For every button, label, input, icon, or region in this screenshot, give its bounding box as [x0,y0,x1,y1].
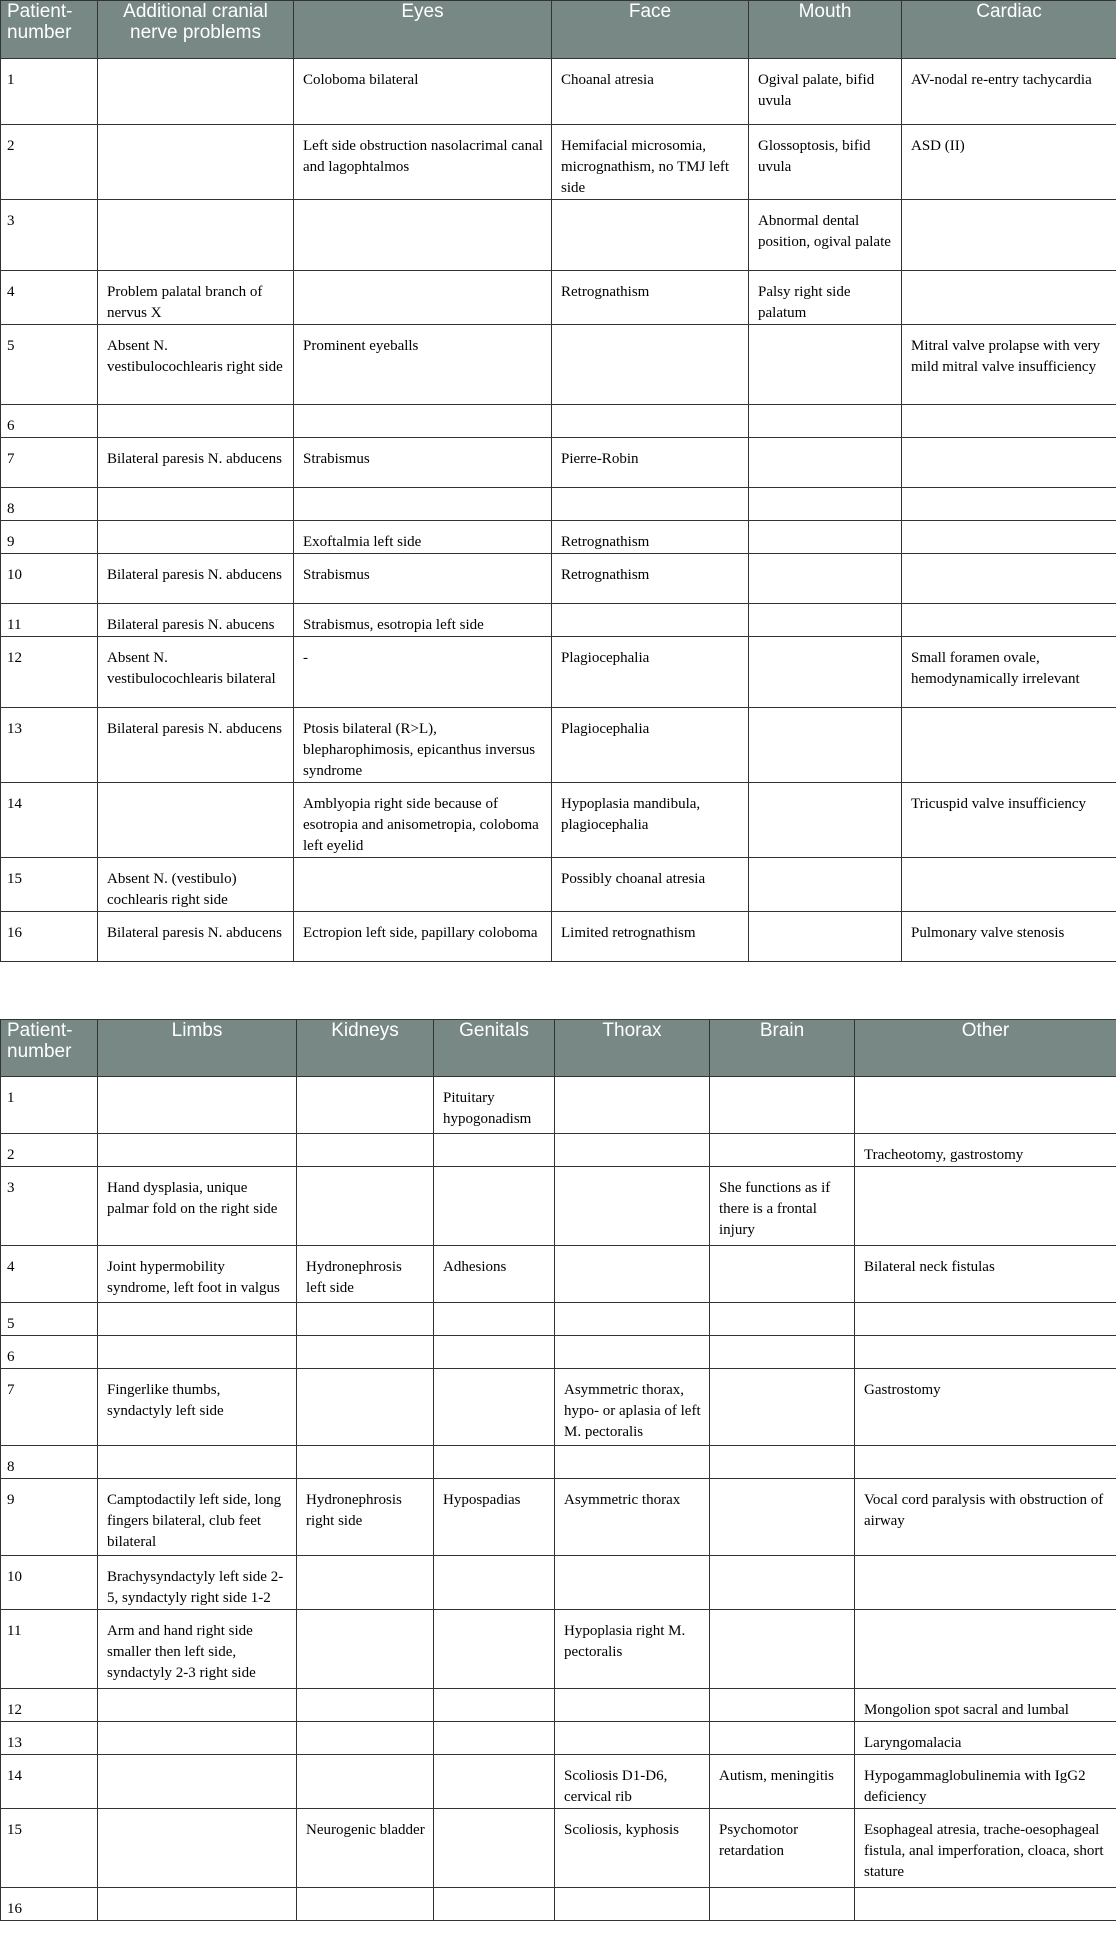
face-cell [552,488,749,521]
cardiac-cell [902,521,1116,554]
genitals-cell [434,1336,555,1369]
table-header-row [1,1020,1116,1077]
face-cell: Possibly choanal atresia [552,858,749,912]
genitals-cell [434,1369,555,1446]
brain-cell [710,1689,855,1722]
mouth-cell [749,405,902,438]
header-mouth: Mouth [749,1,902,59]
genitals-cell [434,1556,555,1610]
mouth-cell [749,783,902,858]
other-cell: Gastrostomy [855,1369,1116,1446]
patient-number-cell: 16 [1,1888,98,1921]
kidneys-cell [297,1556,434,1610]
header-patient-number: Patient-number [1,1,98,59]
cardiac-cell [902,708,1116,783]
face-cell: Retrognathism [552,271,749,325]
kidneys-cell [297,1888,434,1921]
thorax-cell: Hypoplasia right M. pectoralis [555,1610,710,1689]
brain-cell: Psychomotor retardation [710,1809,855,1888]
kidneys-cell [297,1446,434,1479]
brain-cell [710,1446,855,1479]
table-row [1,708,1116,783]
table-row [1,1077,1116,1134]
patient-number-cell: 14 [1,1755,98,1809]
face-cell [552,405,749,438]
face-cell: Retrognathism [552,521,749,554]
thorax-cell [555,1689,710,1722]
face-cell [552,604,749,637]
limbs-cell [98,1446,297,1479]
table-row [1,1336,1116,1369]
kidneys-cell: Hydronephrosis right side [297,1479,434,1556]
face-cell: Choanal atresia [552,59,749,125]
eyes-cell: Coloboma bilateral [294,59,552,125]
face-cell: Plagiocephalia [552,708,749,783]
table-row [1,1303,1116,1336]
cranial-nerve-cell [98,200,294,271]
brain-cell [710,1888,855,1921]
table-row [1,1809,1116,1888]
patient-number-cell: 4 [1,1246,98,1303]
limbs-cell [98,1809,297,1888]
cardiac-cell [902,438,1116,488]
patient-number-cell: 3 [1,200,98,271]
patient-number-cell: 12 [1,637,98,708]
cranial-nerve-cell: Bilateral paresis N. abucens [98,604,294,637]
other-cell [855,1336,1116,1369]
kidneys-cell [297,1689,434,1722]
cranial-nerve-cell [98,59,294,125]
face-cell [552,200,749,271]
table-row [1,488,1116,521]
genitals-cell: Pituitary hypogonadism [434,1077,555,1134]
eyes-cell: Strabismus, esotropia left side [294,604,552,637]
header-other: Other [855,1020,1116,1077]
thorax-cell [555,1303,710,1336]
mouth-cell [749,438,902,488]
limbs-cell [98,1755,297,1809]
patient-number-cell: 8 [1,488,98,521]
eyes-cell [294,405,552,438]
table-row [1,554,1116,604]
thorax-cell: Asymmetric thorax [555,1479,710,1556]
eyes-cell: Strabismus [294,438,552,488]
cardiac-cell: ASD (II) [902,125,1116,200]
header-kidneys: Kidneys [297,1020,434,1077]
thorax-cell: Scoliosis D1-D6, cervical rib [555,1755,710,1809]
cardiac-cell [902,858,1116,912]
limbs-cell [98,1689,297,1722]
mouth-cell [749,708,902,783]
kidneys-cell: Neurogenic bladder [297,1809,434,1888]
patient-number-cell: 10 [1,554,98,604]
eyes-cell [294,200,552,271]
brain-cell [710,1246,855,1303]
mouth-cell: Palsy right side palatum [749,271,902,325]
table-row [1,59,1116,125]
cranial-nerve-cell [98,405,294,438]
patient-number-cell: 1 [1,1077,98,1134]
thorax-cell [555,1336,710,1369]
table-row [1,1722,1116,1755]
table-row [1,783,1116,858]
cranial-nerve-cell: Absent N. (vestibulo) cochlearis right side [98,858,294,912]
kidneys-cell [297,1167,434,1246]
table-row [1,200,1116,271]
genitals-cell: Hypospadias [434,1479,555,1556]
cranial-nerve-cell [98,521,294,554]
patient-number-cell: 5 [1,1303,98,1336]
mouth-cell: Ogival palate, bifid uvula [749,59,902,125]
header-cardiac: Cardiac [902,1,1116,59]
header-cranial-nerve: Additional cranial nerve problems [98,1,294,59]
brain-cell [710,1610,855,1689]
face-cell: Hypoplasia mandibula, plagiocephalia [552,783,749,858]
genitals-cell [434,1446,555,1479]
limbs-cell: Fingerlike thumbs, syndactyly left side [98,1369,297,1446]
limbs-cell [98,1077,297,1134]
patient-number-cell: 13 [1,708,98,783]
cardiac-cell: Small foramen ovale, hemodynamically irrelevant [902,637,1116,708]
cranial-nerve-cell [98,783,294,858]
face-cell: Hemifacial microsomia, micrognathism, no TMJ left side [552,125,749,200]
genitals-cell [434,1610,555,1689]
table-row [1,1369,1116,1446]
eyes-cell: Ectropion left side, papillary coloboma [294,912,552,962]
other-cell [855,1556,1116,1610]
other-cell: Mongolion spot sacral and lumbal [855,1689,1116,1722]
genitals-cell [434,1809,555,1888]
thorax-cell [555,1888,710,1921]
mouth-cell [749,912,902,962]
table-row [1,325,1116,405]
face-cell [552,325,749,405]
table-row [1,521,1116,554]
eyes-cell [294,271,552,325]
thorax-cell [555,1446,710,1479]
thorax-cell [555,1246,710,1303]
table-row [1,1446,1116,1479]
table-row [1,1888,1116,1921]
patient-number-cell: 16 [1,912,98,962]
cardiac-cell [902,200,1116,271]
kidneys-cell [297,1303,434,1336]
patient-number-cell: 3 [1,1167,98,1246]
table-row [1,912,1116,962]
cardiac-cell [902,604,1116,637]
table-row [1,125,1116,200]
eyes-cell: Ptosis bilateral (R>L), blepharophimosis, epicanthus inversus syndrome [294,708,552,783]
patient-number-cell: 10 [1,1556,98,1610]
brain-cell [710,1336,855,1369]
mouth-cell: Abnormal dental position, ogival palate [749,200,902,271]
limbs-cell [98,1303,297,1336]
table-header-row [1,1,1116,59]
limbs-cell: Arm and hand right side smaller then left side, syndactyly 2-3 right side [98,1610,297,1689]
face-cell: Pierre-Robin [552,438,749,488]
cranial-nerve-cell: Absent N. vestibulocochlearis right side [98,325,294,405]
thorax-cell: Asymmetric thorax, hypo- or aplasia of left M. pectoralis [555,1369,710,1446]
patient-number-cell: 13 [1,1722,98,1755]
patient-number-cell: 7 [1,1369,98,1446]
patient-number-cell: 14 [1,783,98,858]
patient-number-cell: 2 [1,125,98,200]
limbs-cell: Hand dysplasia, unique palmar fold on the right side [98,1167,297,1246]
kidneys-cell: Hydronephrosis left side [297,1246,434,1303]
genitals-cell: Adhesions [434,1246,555,1303]
cardiac-cell [902,554,1116,604]
patient-number-cell: 7 [1,438,98,488]
limbs-cell [98,1336,297,1369]
table-row [1,1246,1116,1303]
cranial-nerve-cell [98,488,294,521]
other-cell: Hypogammaglobulinemia with IgG2 deficiency [855,1755,1116,1809]
kidneys-cell [297,1336,434,1369]
patient-number-cell: 11 [1,1610,98,1689]
header-face: Face [552,1,749,59]
genitals-cell [434,1888,555,1921]
kidneys-cell [297,1077,434,1134]
cranial-nerve-cell: Absent N. vestibulocochlearis bilateral [98,637,294,708]
cardiac-cell: Mitral valve prolapse with very mild mitral valve insufficiency [902,325,1116,405]
thorax-cell [555,1722,710,1755]
thorax-cell [555,1077,710,1134]
genitals-cell [434,1689,555,1722]
patient-number-cell: 2 [1,1134,98,1167]
mouth-cell [749,554,902,604]
header-genitals: Genitals [434,1020,555,1077]
patient-number-cell: 4 [1,271,98,325]
table-row [1,438,1116,488]
patient-number-cell: 15 [1,858,98,912]
cranial-nerve-cell [98,125,294,200]
table-cranial-eyes-face-mouth-cardiac [0,0,1116,962]
other-cell [855,1077,1116,1134]
other-cell [855,1888,1116,1921]
limbs-cell [98,1134,297,1167]
table-row [1,1755,1116,1809]
table-row [1,604,1116,637]
mouth-cell [749,858,902,912]
patient-number-cell: 11 [1,604,98,637]
mouth-cell [749,637,902,708]
cranial-nerve-cell: Bilateral paresis N. abducens [98,708,294,783]
genitals-cell [434,1303,555,1336]
eyes-cell: - [294,637,552,708]
kidneys-cell [297,1610,434,1689]
genitals-cell [434,1755,555,1809]
other-cell: Vocal cord paralysis with obstruction of airway [855,1479,1116,1556]
brain-cell [710,1556,855,1610]
brain-cell: She functions as if there is a frontal injury [710,1167,855,1246]
mouth-cell [749,521,902,554]
limbs-cell: Joint hypermobility syndrome, left foot in valgus [98,1246,297,1303]
genitals-cell [434,1722,555,1755]
brain-cell [710,1479,855,1556]
patient-number-cell: 1 [1,59,98,125]
header-eyes: Eyes [294,1,552,59]
table-row [1,858,1116,912]
other-cell: Tracheotomy, gastrostomy [855,1134,1116,1167]
eyes-cell: Exoftalmia left side [294,521,552,554]
face-cell: Retrognathism [552,554,749,604]
mouth-cell [749,325,902,405]
table-row [1,1610,1116,1689]
limbs-cell [98,1888,297,1921]
eyes-cell [294,858,552,912]
patient-number-cell: 8 [1,1446,98,1479]
limbs-cell: Camptodactily left side, long fingers bilateral, club feet bilateral [98,1479,297,1556]
limbs-cell [98,1722,297,1755]
header-thorax: Thorax [555,1020,710,1077]
face-cell: Limited retrognathism [552,912,749,962]
brain-cell [710,1077,855,1134]
cardiac-cell [902,271,1116,325]
header-brain: Brain [710,1020,855,1077]
patient-number-cell: 5 [1,325,98,405]
thorax-cell [555,1167,710,1246]
cardiac-cell: Tricuspid valve insufficiency [902,783,1116,858]
table-row [1,405,1116,438]
kidneys-cell [297,1134,434,1167]
cranial-nerve-cell: Bilateral paresis N. abducens [98,912,294,962]
brain-cell [710,1369,855,1446]
face-cell: Plagiocephalia [552,637,749,708]
cranial-nerve-cell: Problem palatal branch of nervus X [98,271,294,325]
eyes-cell: Strabismus [294,554,552,604]
other-cell [855,1303,1116,1336]
table-row [1,1479,1116,1556]
cranial-nerve-cell: Bilateral paresis N. abducens [98,554,294,604]
thorax-cell [555,1134,710,1167]
table-row [1,1167,1116,1246]
patient-number-cell: 12 [1,1689,98,1722]
limbs-cell: Brachysyndactyly left side 2-5, syndactyly right side 1-2 [98,1556,297,1610]
eyes-cell: Left side obstruction nasolacrimal canal and lagophtalmos [294,125,552,200]
brain-cell [710,1722,855,1755]
eyes-cell: Amblyopia right side because of esotropia and anisometropia, coloboma left eyelid [294,783,552,858]
patient-number-cell: 9 [1,521,98,554]
other-cell [855,1610,1116,1689]
cardiac-cell: Pulmonary valve stenosis [902,912,1116,962]
kidneys-cell [297,1755,434,1809]
mouth-cell: Glossoptosis, bifid uvula [749,125,902,200]
cardiac-cell [902,405,1116,438]
table-row [1,637,1116,708]
thorax-cell: Scoliosis, kyphosis [555,1809,710,1888]
other-cell [855,1167,1116,1246]
table-row [1,1556,1116,1610]
genitals-cell [434,1134,555,1167]
table-row [1,1134,1116,1167]
patient-number-cell: 6 [1,1336,98,1369]
other-cell: Bilateral neck fistulas [855,1246,1116,1303]
other-cell [855,1446,1116,1479]
table-limbs-kidneys-genitals-thorax-brain-other [0,1019,1116,1921]
eyes-cell [294,488,552,521]
patient-number-cell: 9 [1,1479,98,1556]
cardiac-cell [902,488,1116,521]
header-patient-number: Patient-number [1,1020,98,1077]
brain-cell [710,1134,855,1167]
cranial-nerve-cell: Bilateral paresis N. abducens [98,438,294,488]
table-row [1,271,1116,325]
brain-cell: Autism, meningitis [710,1755,855,1809]
header-limbs: Limbs [98,1020,297,1077]
mouth-cell [749,488,902,521]
kidneys-cell [297,1722,434,1755]
other-cell: Laryngomalacia [855,1722,1116,1755]
patient-number-cell: 15 [1,1809,98,1888]
genitals-cell [434,1167,555,1246]
kidneys-cell [297,1369,434,1446]
table-row [1,1689,1116,1722]
cardiac-cell: AV-nodal re-entry tachycardia [902,59,1116,125]
eyes-cell: Prominent eyeballs [294,325,552,405]
thorax-cell [555,1556,710,1610]
patient-number-cell: 6 [1,405,98,438]
mouth-cell [749,604,902,637]
other-cell: Esophageal atresia, trache-oesophageal fistula, anal imperforation, cloaca, short stature [855,1809,1116,1888]
brain-cell [710,1303,855,1336]
